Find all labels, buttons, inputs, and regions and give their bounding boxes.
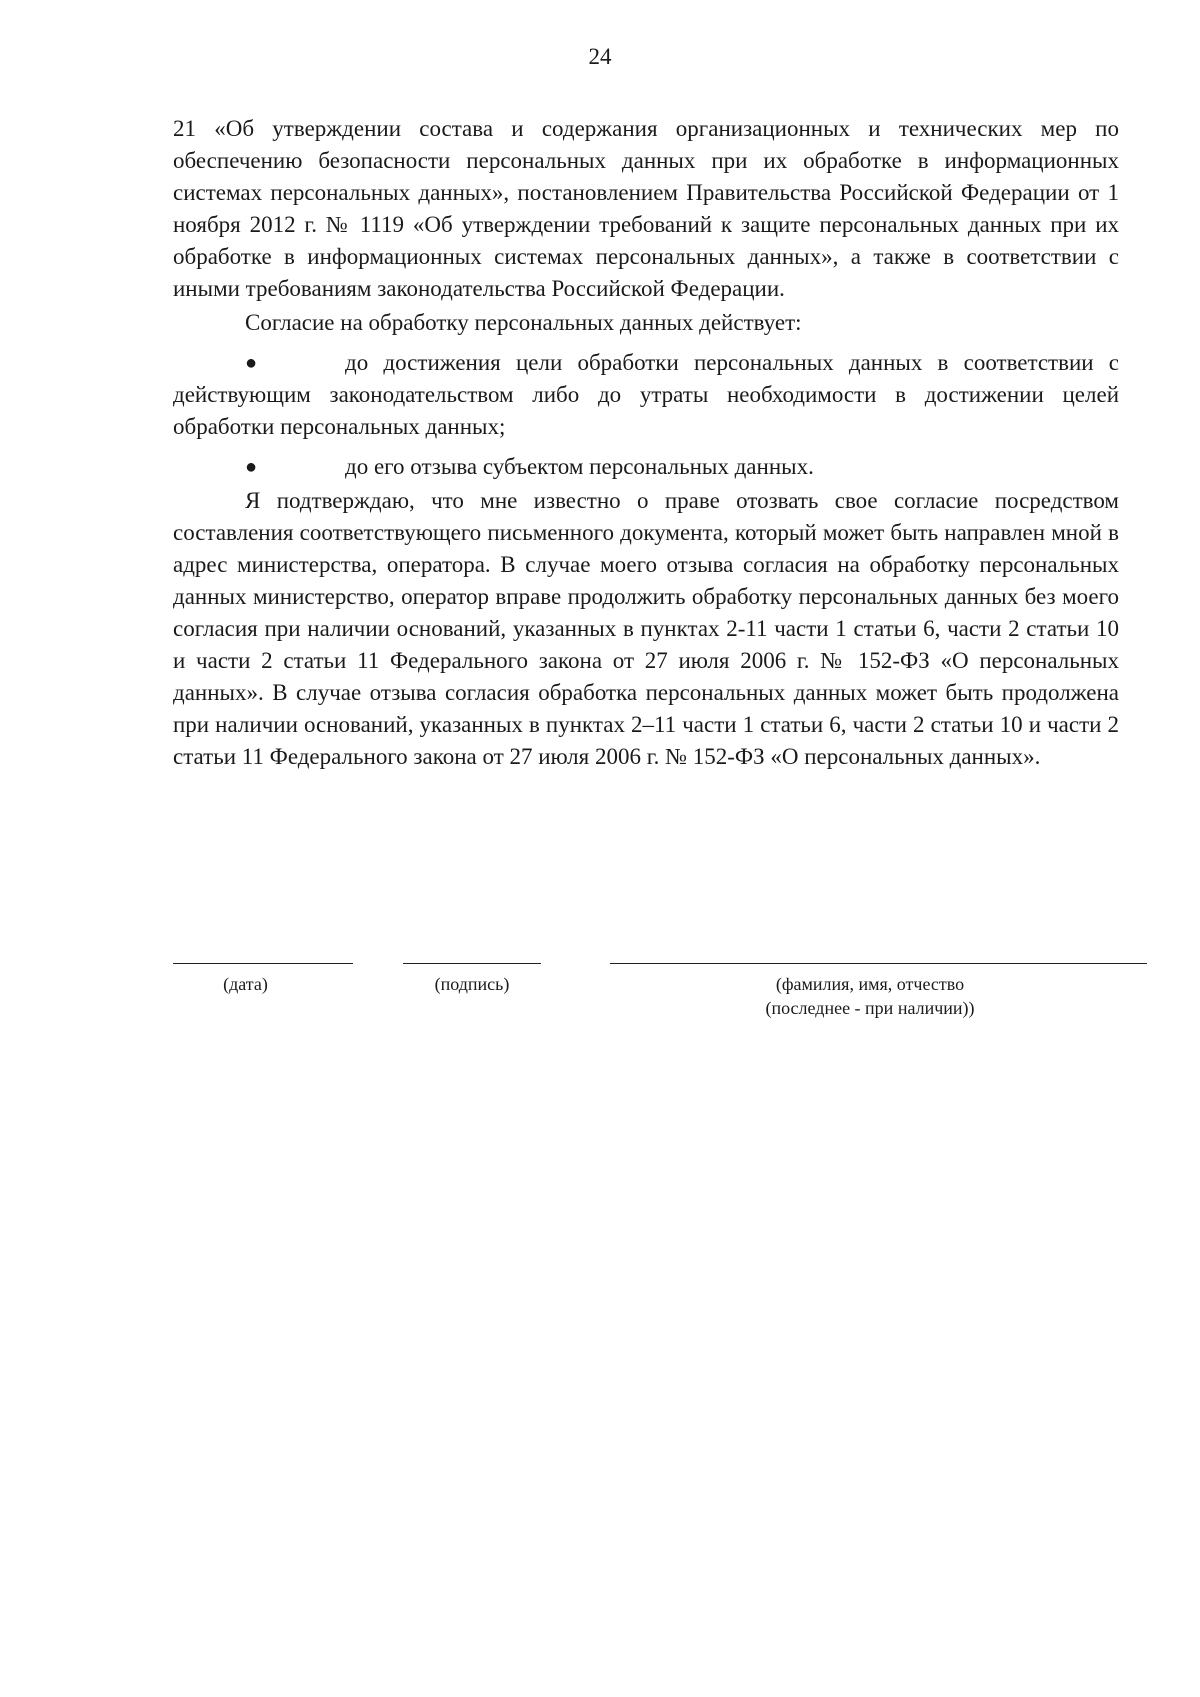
paragraph-withdrawal-right: Я подтверждаю, что мне известно о праве отозвать свое согласие посредством составления соответствующего письменного документа, который может быть направлен мной в адрес министерства, оператора. В случае моего отзыва согласия на обработку персональных данных министерство, оператор вправе продолжить обработку персональных данных без моего согласия при наличии оснований, указанных в пунктах 2-11 части 1 статьи 6, части 2 статьи 10 и части 2 статьи 11 Федерального закона от 27 июля 2006 г. № 152-ФЗ «О персональных данных». В случае отзыва согласия обработка персональных данных может быть продолжена при наличии оснований, указанных в пунктах 2–11 части 1 статьи 6, части 2 статьи 10 и части 2 статьи 11 Федерального закона от 27 июля 2006 г. № 152-ФЗ «О персональных данных».	[173, 488, 1119, 769]
paragraph-consent-validity: Согласие на обработку персональных данных действует:	[245, 310, 802, 335]
list-item-text: до его отзыва субъектом персональных данных.	[345, 454, 814, 479]
list-item	[173, 451, 1119, 483]
name-line	[610, 963, 1147, 964]
list-item-text: до достижения цели обработки персональных данных в соответствии с действующим законодательством либо до утраты необходимости в достижении целей обработки персональных данных;	[173, 350, 1119, 439]
date-line	[173, 963, 353, 964]
page-number: 24	[588, 44, 612, 69]
list-item	[173, 347, 1119, 443]
signature-line	[403, 963, 541, 964]
date-label: (дата)	[223, 974, 268, 994]
bullet-icon: ●	[245, 352, 258, 374]
paragraph-legal-basis: 21 «Об утверждении состава и содержания организационных и технических мер по обеспечению безопасности персональных данных при их обработке в информационных системах персональных данных», постановлением Правительства Российской Федерации от 1 ноября 2012 г. № 1119 «Об утверждении требований к защите персональных данных при их обработке в информационных системах персональных данных», а также в соответствии с иными требованиям законодательства Российской Федерации.	[173, 116, 1119, 301]
name-label-line2: (последнее - при наличии))	[765, 998, 975, 1018]
name-label-line1: (фамилия, имя, отчество	[775, 974, 965, 994]
body-text	[173, 113, 1119, 773]
bullet-icon: ●	[245, 456, 258, 478]
signature-label: (подпись)	[434, 974, 510, 994]
